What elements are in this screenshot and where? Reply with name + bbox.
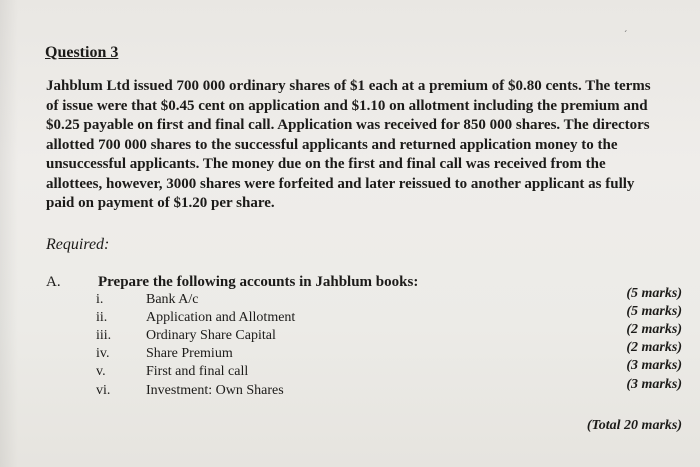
item-number: iv.	[96, 346, 110, 361]
question-paragraph	[46, 77, 686, 214]
pen-mark: ˊ	[624, 30, 628, 41]
item-number: ii.	[96, 310, 108, 325]
item-marks: (3 marks)	[626, 377, 682, 392]
part-letter: A.	[46, 274, 61, 290]
item-label: Ordinary Share Capital	[146, 328, 276, 343]
paragraph-line: allotted 700 000 shares to the successful applicants and returned application money to the	[46, 136, 618, 153]
item-label: Bank A/c	[146, 292, 199, 307]
paragraph-line: allottees, however, 3000 shares were forfeited and later reissued to another applicant as fully	[46, 175, 635, 192]
paragraph-line: of issue were that $0.45 cent on application and $1.10 on allotment including the premium and	[46, 97, 648, 114]
item-number: vi.	[96, 383, 111, 398]
paragraph-line: Jahblum Ltd issued 700 000 ordinary shares of $1 each at a premium of $0.80 cents. The terms	[46, 78, 651, 94]
paragraph-line: $0.25 payable on first and final call. Application was received for 850 000 shares. The directors	[46, 117, 650, 133]
paragraph-line: unsuccessful applicants. The money due on the first and final call was received from the	[46, 156, 606, 172]
item-number: v.	[96, 364, 106, 379]
item-label: Investment: Own Shares	[146, 383, 284, 398]
item-label: First and final call	[146, 364, 249, 379]
item-marks: (5 marks)	[626, 286, 682, 301]
total-marks: (Total 20 marks)	[586, 418, 682, 433]
item-label: Application and Allotment	[146, 310, 296, 325]
item-number: iii.	[96, 328, 112, 343]
paragraph-line: paid on payment of $1.20 per share.	[46, 195, 275, 211]
part-instruction: Prepare the following accounts in Jahblum books:	[98, 274, 419, 290]
question-title: Question 3	[45, 44, 119, 61]
item-number: i.	[96, 292, 104, 307]
item-marks: (5 marks)	[626, 304, 682, 319]
required-heading: Required:	[46, 236, 110, 253]
item-marks: (3 marks)	[626, 358, 682, 373]
page-edge-shadow	[0, 0, 18, 467]
item-marks: (2 marks)	[626, 340, 682, 355]
item-label: Share Premium	[146, 346, 233, 361]
item-marks: (2 marks)	[626, 322, 682, 337]
